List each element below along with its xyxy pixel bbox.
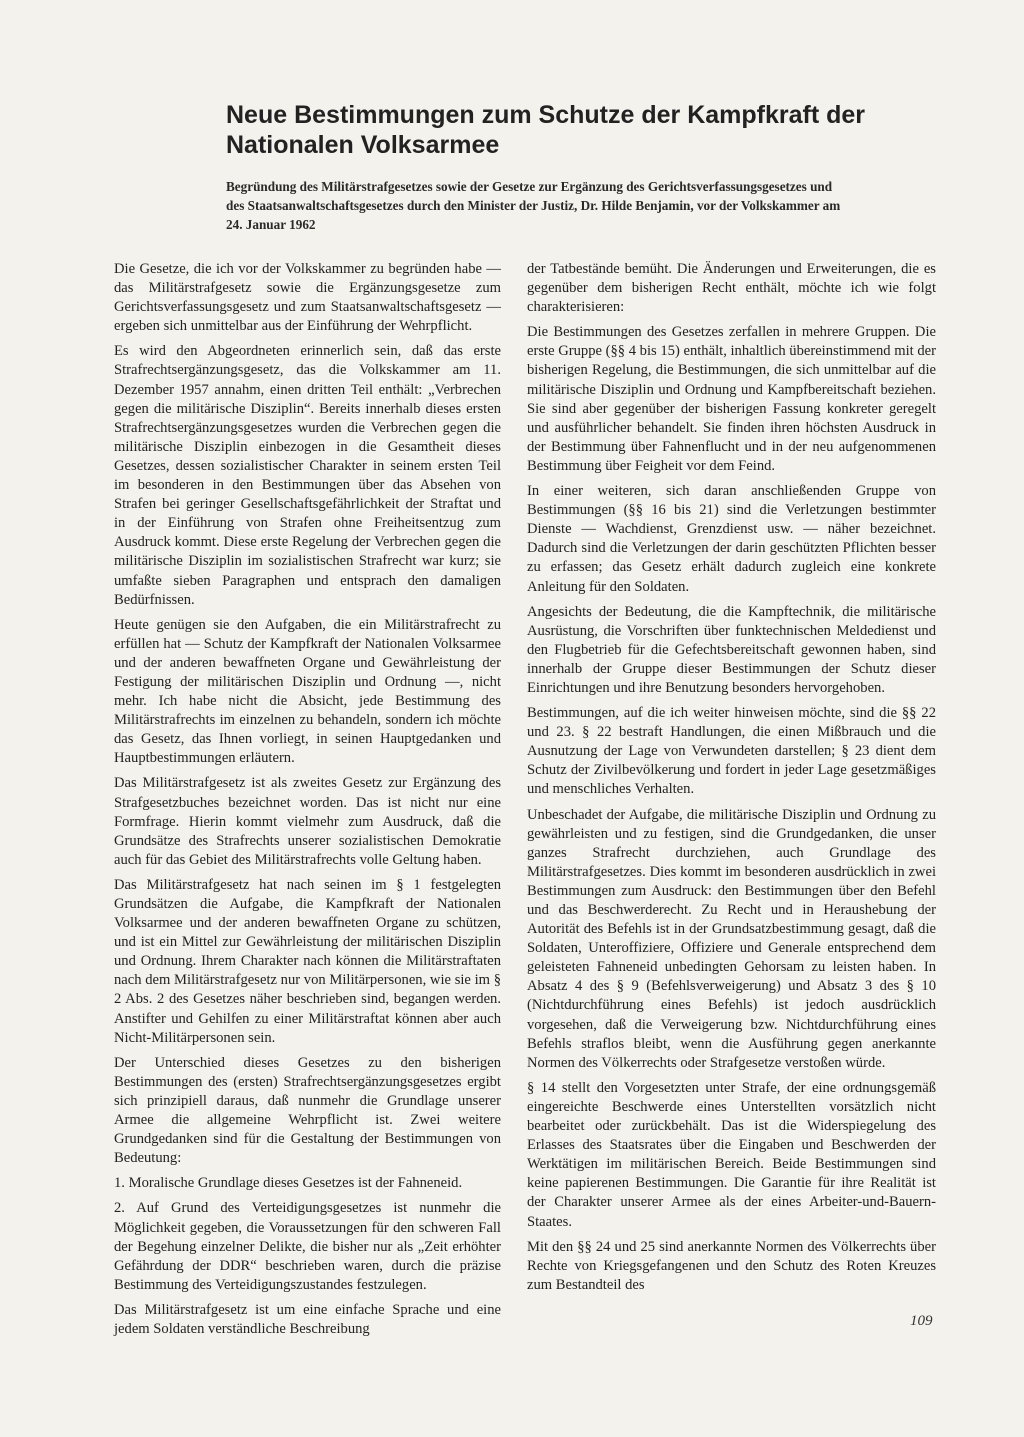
paragraph: 2. Auf Grund des Verteidigungsgesetzes ist nunmehr die Möglichkeit gegeben, die Voraussetzungen für den schweren Fall der Begehung einzelner Delikte, die bisher nur als „Zeit erhöhter Gefährdung der DDR“ beschrieben waren, durch die präzise Bestimmung des Verteidigungszustandes festzulegen. [114,1200,501,1293]
paragraph: der Tatbestände bemüht. Die Änderungen und Erweiterungen, die es gegenüber dem bisherigen Recht enthält, möchte ich wie folgt charakterisieren: [527,261,936,316]
paragraph: Es wird den Abgeordneten erinnerlich sein, daß das erste Strafrechtsergänzungsgesetz, das die Volkskammer am 11. Dezember 1957 annahm, einen dritten Teil enthält: „Verbrechen gegen die militärische Disziplin“. Bereits innerhalb dieses ersten Strafrechtsergänzungsgesetzes wurden die Verbrechen gegen die militärische Disziplin einbezogen in die Gesamtheit dieses Gesetzes, dessen sozialistischer Charakter in seinem ersten Teil im besonderen in den Bestimmungen über das Absehen von Strafen bei geringer Gesellschaftsgefährlichkeit der Straftat und in der Einführung von Strafen ohne Freiheitsentzug zum Ausdruck kommt. Diese erste Regelung der Verbrechen gegen die militärische Disziplin im sozialistischen Strafrecht war kurz; sie umfaßte sieben Paragraphen und entsprach den damaligen Bedürfnissen. [114,343,501,608]
paragraph: Die Bestimmungen des Gesetzes zerfallen in mehrere Gruppen. Die erste Gruppe (§§ 4 bis 15) enthält, inhaltlich übereinstimmend mit der bisherigen Regelung, die Bestimmungen, die sich unmittelbar auf die militärische Disziplin und Ordnung und Kampfbereitschaft beziehen. Sie sind aber gegenüber der bisherigen Fassung konkreter geregelt und ausführlicher behandelt. Sie finden ihren höchsten Ausdruck in der Bestimmung über Fahnenflucht und in der neu aufgenommenen Bestimmung über Feigheit vor dem Feind. [527,324,936,474]
paragraph: Mit den §§ 24 und 25 sind anerkannte Normen des Völkerrechts über Rechte von Kriegsgefangenen und den Schutz des Roten Kreuzes zum Bestandteil des [527,1238,936,1293]
paragraph: Das Militärstrafgesetz hat nach seinen im § 1 festgelegten Grundsätzen die Aufgabe, die Kampfkraft der Nationalen Volksarmee und der anderen bewaffneten Organe zu schützen, und ist ein Mittel zur Gewährleistung der militärischen Disziplin und Ordnung. Ihrem Charakter nach können die Militärstraftaten nach dem Militärstrafgesetz nur von Militärpersonen, wie sie im § 2 Abs. 2 des Gesetzes näher beschrieben sind, begangen werden. Anstifter und Gehilfen zu einer Militärstraftat können aber auch Nicht-Militärpersonen sein. [114,876,501,1046]
paragraph: Unbeschadet der Aufgabe, die militärische Disziplin und Ordnung zu gewährleisten und zu festigen, sind die Grundgedanken, die unser ganzes Strafrecht durchziehen, auch Grundlage des Militärstrafgesetzes. Dies kommt im besonderen ausdrücklich in zwei Bestimmungen zum Ausdruck: den Bestimmungen über den Befehl und das Beschwerderecht. Zu Recht und in Heraushebung der Autorität des Befehls ist in der Grundsatzbestimmung gesagt, daß die Soldaten, Unteroffiziere, Offiziere und Generale entsprechend dem geleisteten Fahneneid unbedingten Gehorsam zu leisten haben. In Absatz 4 des § 9 (Befehlsverweigerung) und Absatz 3 des § 10 (Nichtdurchführung eines Befehls) ist jedoch ausdrücklich vorgesehen, daß die Verweigerung bzw. Nichtdurchführung eines Befehls straflos bleibt, wenn die Ausführung gegen anerkannte Normen des Völkerrechts oder Strafgesetze verstoßen würde. [527,806,936,1071]
paragraph: Das Militärstrafgesetz ist um eine einfache Sprache und eine jedem Soldaten verständliche Beschreibung [114,1301,501,1337]
paragraph: Die Gesetze, die ich vor der Volkskammer zu begründen habe — das Militärstrafgesetz sowie die Ergänzungsgesetze zum Gerichtsverfassungsgesetz und zum Staatsanwaltschaftsgesetz — ergeben sich unmittelbar aus der Einführung der Wehrpflicht. [114,261,501,335]
paragraph: Angesichts der Bedeutung, die die Kampftechnik, die militärische Ausrüstung, die Vorschriften über funktechnischen Meldedienst und den Flugbetrieb für die Gefechtsbereitschaft gewonnen haben, sind innerhalb der Gruppe dieser Bestimmungen der Schutz dieser Einrichtungen und ihre Benutzung besonders hervorgehoben. [527,603,936,696]
paragraph: Heute genügen sie den Aufgaben, die ein Militärstrafrecht zu erfüllen hat — Schutz der Kampfkraft der Nationalen Volksarmee und der anderen bewaffneten Organe und Gewährleistung der Festigung der militärischen Disziplin und Ordnung —, nicht mehr. Ich habe nicht die Absicht, jede Bestimmung des Militärstrafrechts im einzelnen zu behandeln, sondern ich möchte das Gesetz, das Ihnen vorliegt, in seinen Hauptgedanken und Hauptbestimmungen erläutern. [114,616,501,767]
right-column [527,260,936,1301]
paragraph: In einer weiteren, sich daran anschließenden Gruppe von Bestimmungen (§§ 16 bis 21) sind die Verletzungen bestimmter Dienste — Wachdienst, Grenzdienst usw. — näher bezeichnet. Dadurch sind die Verletzungen der darin geschützten Pflichten besser zu erfassen; das Gesetz erhält dadurch zugleich eine konkrete Anleitung für den Soldaten. [527,483,936,595]
article-subtitle: Begründung des Militärstrafgesetzes sowie der Gesetze zur Ergänzung des Gerichtsverfassungsgesetzes und des Staatsanwaltschaftsgesetzes durch den Minister der Justiz, Dr. Hilde Benjamin, vor der Volkskammer am 24. Januar 1962 [226,179,841,232]
paragraph: § 14 stellt den Vorgesetzten unter Strafe, der eine ordnungsgemäß eingereichte Beschwerde eines Unterstellten vorsätzlich nicht bearbeitet oder zurückbehält. Das ist die Widerspiegelung des Erlasses des Staatsrates über die Eingaben und Beschwerden der Werktätigen im militärischen Bereich. Beide Bestimmungen sind keine papierenen Bestimmungen. Die Garantie für ihre Realität ist der Charakter unserer Armee als der eines Arbeiter-und-Bauern-Staates. [527,1079,936,1230]
paragraph: Der Unterschied dieses Gesetzes zu den bisherigen Bestimmungen des (ersten) Strafrechtsergänzungsgesetzes ergibt sich prinzipiell daraus, daß nunmehr die Grundlage unserer Armee die allgemeine Wehrpflicht ist. Zwei weitere Grundgedanken sind für die Gestaltung der Bestimmungen von Bedeutung: [114,1054,501,1167]
paragraph: 1. Moralische Grundlage dieses Gesetzes ist der Fahneneid. [114,1175,463,1192]
page-number: 109 [910,1313,933,1329]
paragraph: Bestimmungen, auf die ich weiter hinweisen möchte, sind die §§ 22 und 23. § 22 bestraft Handlungen, die einen Mißbrauch und die Ausnutzung der Lage von Verwundeten darstellen; § 23 dient dem Schutz der Zivilbevölkerung und fordert in jeder Lage gesetzmäßiges und menschliches Verhalten. [527,705,936,798]
article-title: Neue Bestimmungen zum Schutze der Kampfkraft der Nationalen Volksarmee [226,101,866,159]
left-column [114,260,501,1345]
paragraph: Das Militärstrafgesetz ist als zweites Gesetz zur Ergänzung des Strafgesetzbuches bezeichnet worden. Das ist nicht nur eine Formfrage. Hierin kommt vielmehr zum Ausdruck, daß die Grundsätze des Strafrechts unserer sozialistischen Demokratie auch für das Gebiet des Militärstrafrechts volle Geltung haben. [114,775,501,868]
